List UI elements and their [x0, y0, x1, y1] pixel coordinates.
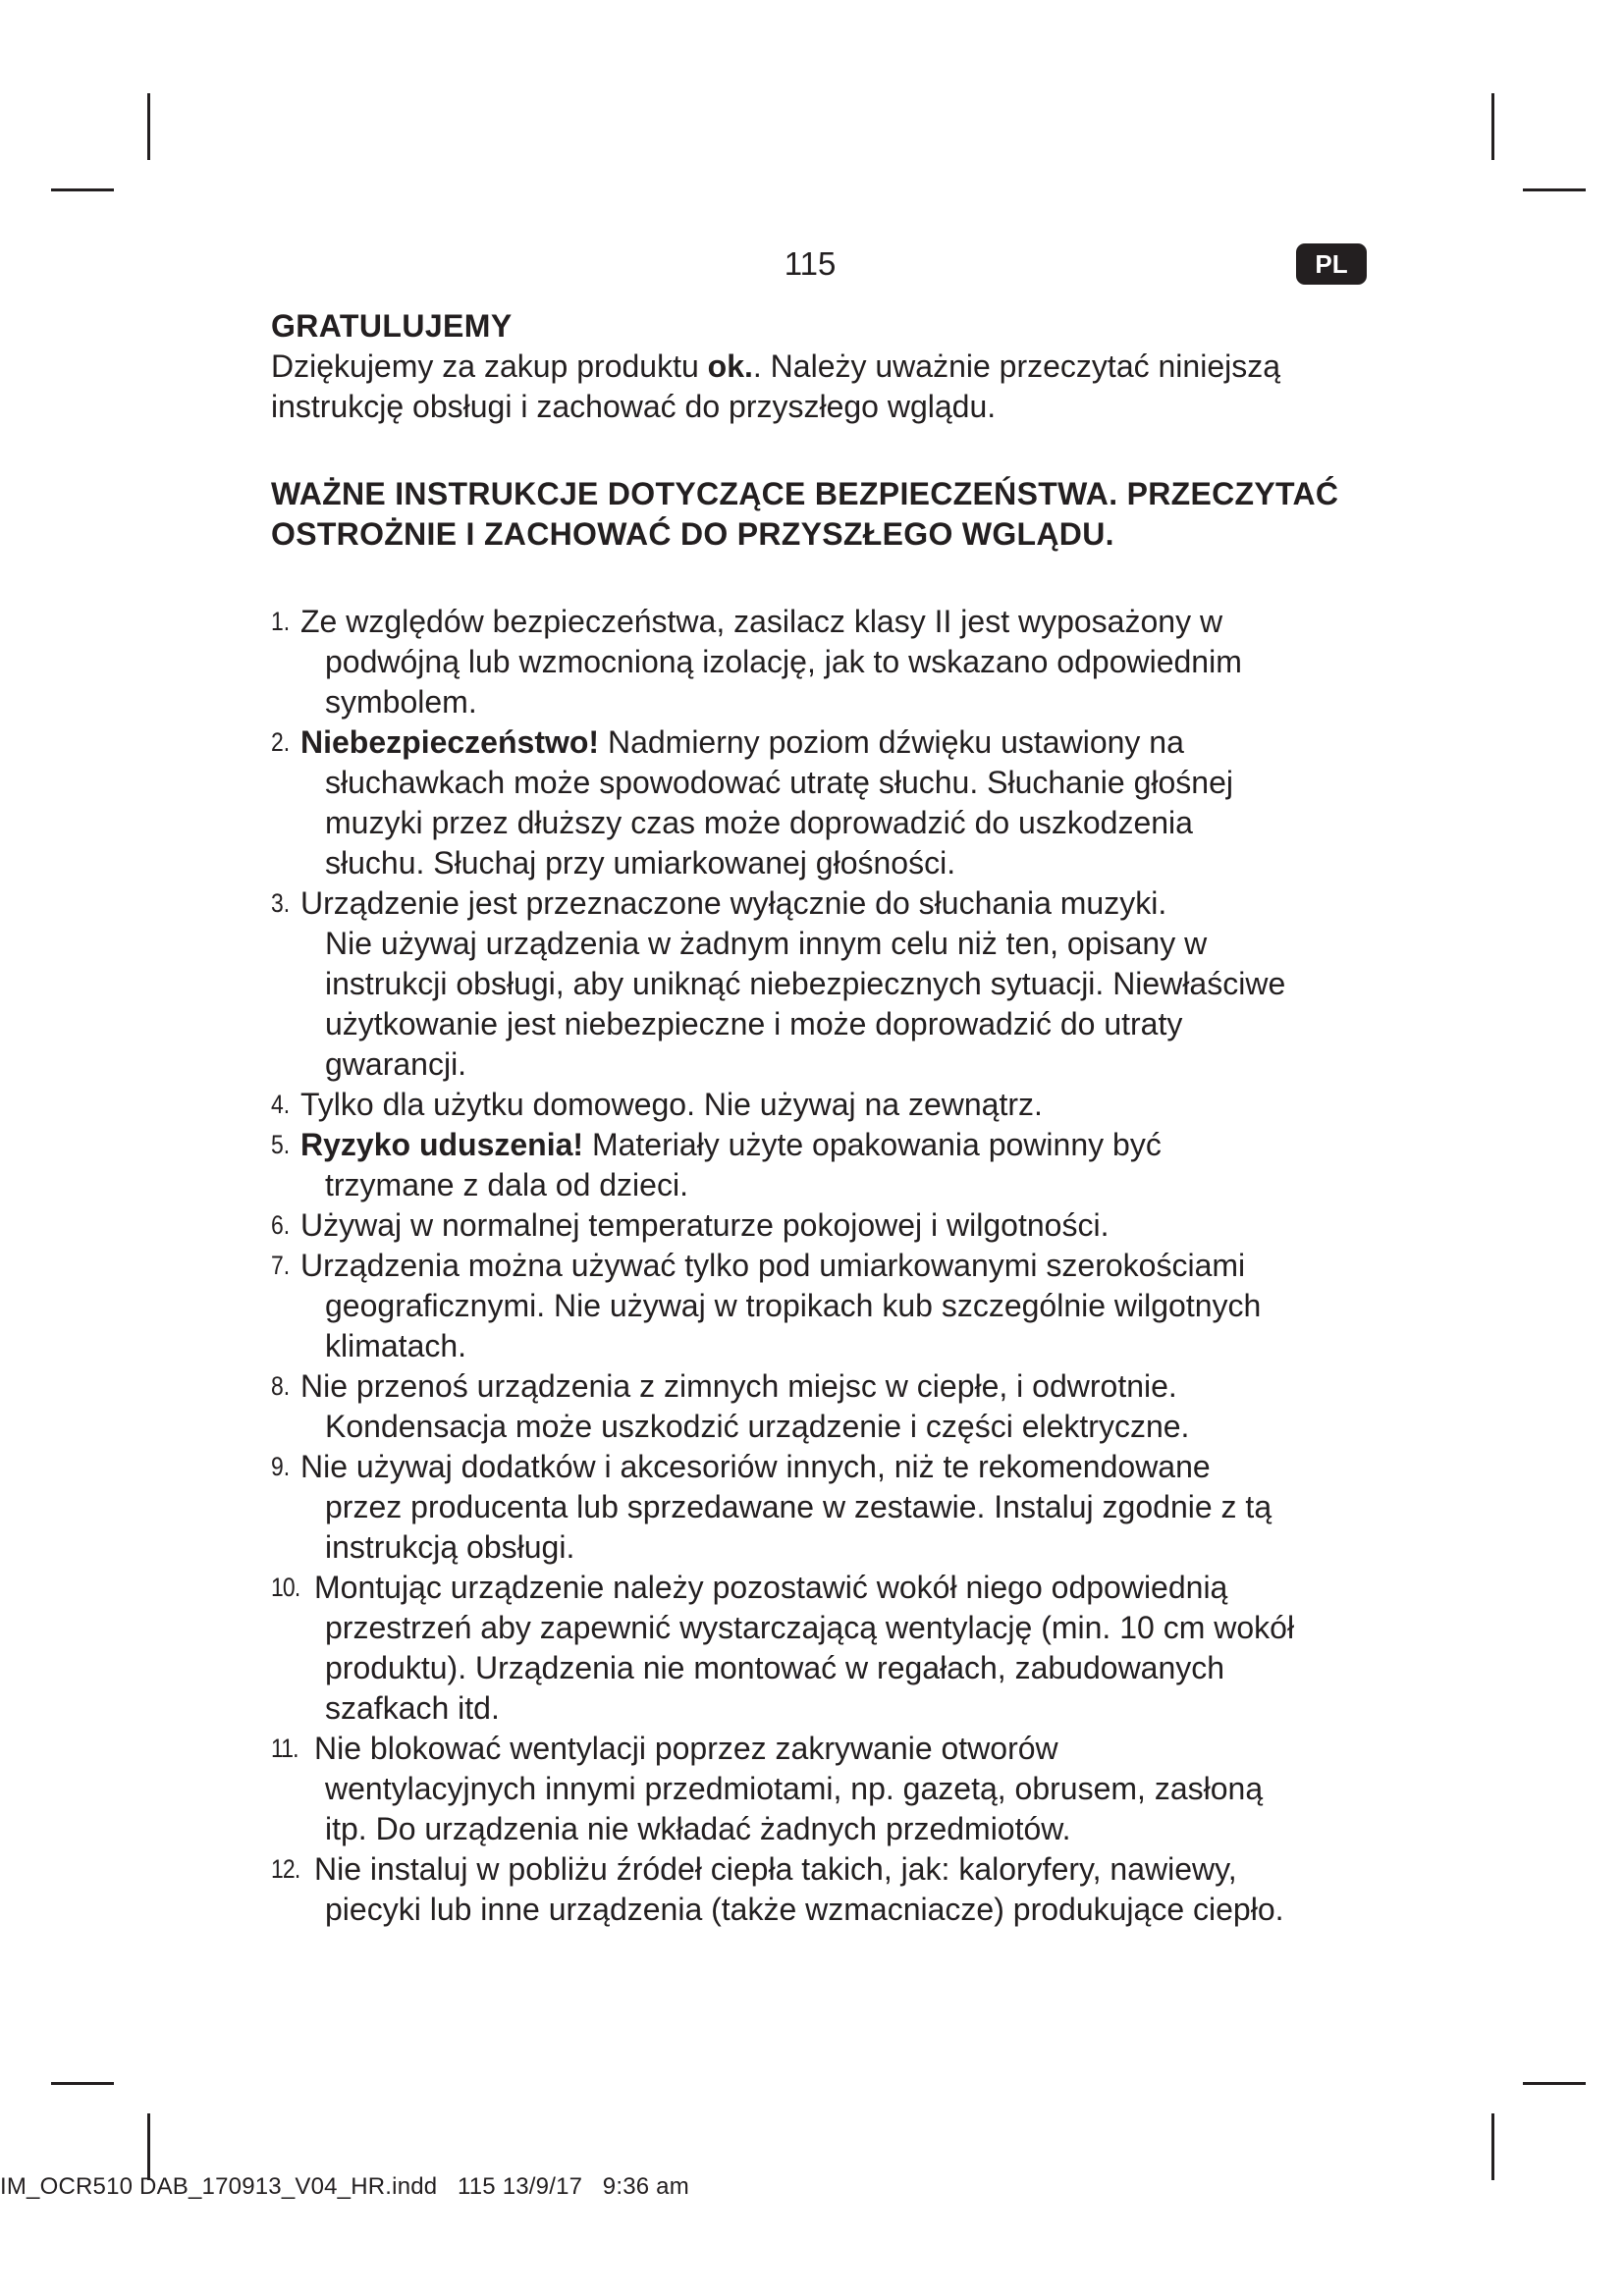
rule-line: Urządzenie jest przeznaczone wyłącznie do słuchania muzyki.	[300, 885, 1167, 921]
rule-warning-label: Ryzyko uduszenia!	[300, 1127, 584, 1162]
safety-rules-list	[271, 602, 1380, 1930]
safety-rule-item	[271, 1246, 1380, 1366]
safety-rule-item	[271, 1568, 1380, 1729]
crop-mark-bottom-left-vertical	[147, 2113, 150, 2180]
rule-line: Kondensacja może uszkodzić urządzenie i części elektryczne.	[325, 1409, 1190, 1444]
safety-rule-item	[271, 1366, 1380, 1447]
rule-number: 6.	[271, 1210, 291, 1240]
rule-line: produktu). Urządzenia nie montować w regałach, zabudowanych	[325, 1650, 1225, 1685]
rule-number: 4.	[271, 1090, 291, 1119]
crop-mark-bottom-right-horizontal	[1523, 2082, 1586, 2085]
rule-warning-label: Niebezpieczeństwo!	[300, 724, 600, 760]
rule-line: słuchu. Słuchaj przy umiarkowanej głośności.	[325, 845, 956, 881]
rule-line: Nie blokować wentylacji poprzez zakrywanie otworów	[314, 1731, 1058, 1766]
rule-number: 7.	[271, 1251, 291, 1280]
safety-rule-item	[271, 883, 1380, 1085]
safety-rule-item	[271, 602, 1380, 722]
print-slug	[0, 2175, 689, 2199]
rule-line: Montując urządzenie należy pozostawić wokół niego odpowiednią	[314, 1570, 1228, 1605]
rule-line: Niebezpieczeństwo! Nadmierny poziom dźwięku ustawiony na	[300, 724, 1184, 760]
rule-line: geograficznymi. Nie używaj w tropikach kub szczególnie wilgotnych	[325, 1288, 1262, 1323]
rule-line: instrukcji obsługi, aby uniknąć niebezpiecznych sytuacji. Niewłaściwe	[325, 966, 1286, 1001]
rule-line: instrukcją obsługi.	[325, 1529, 575, 1565]
rule-number: 3.	[271, 888, 291, 918]
crop-mark-bottom-right-vertical	[1491, 2113, 1494, 2180]
rule-line: Nie używaj urządzenia w żadnym innym celu niż ten, opisany w	[325, 926, 1208, 961]
rule-line: Tylko dla użytku domowego. Nie używaj na zewnątrz.	[300, 1087, 1043, 1122]
crop-mark-bottom-left-horizontal	[51, 2082, 114, 2085]
slug-page: 115	[457, 2173, 496, 2200]
intro-paragraph	[271, 347, 1380, 427]
safety-rule-item	[271, 1729, 1380, 1849]
rule-line: Ryzyko uduszenia! Materiały użyte opakowania powinny być	[300, 1127, 1162, 1162]
rule-line: Urządzenia można używać tylko pod umiarkowanymi szerokościami	[300, 1248, 1246, 1283]
congrats-heading: GRATULUJEMY	[271, 308, 513, 344]
safety-rule-item	[271, 1085, 1380, 1125]
rule-line: Nie instaluj w pobliżu źródeł ciepła takich, jak: kaloryfery, nawiewy,	[314, 1851, 1237, 1887]
rule-line: gwarancji.	[325, 1046, 467, 1082]
rule-line: podwójną lub wzmocnioną izolację, jak to wskazano odpowiednim	[325, 644, 1242, 679]
rule-line: słuchawkach może spowodować utratę słuchu. Słuchanie głośnej	[325, 765, 1233, 800]
rule-line: przestrzeń aby zapewnić wystarczającą wentylację (min. 10 cm wokół	[325, 1610, 1295, 1645]
safety-rule-item	[271, 1205, 1380, 1246]
rule-number: 12.	[271, 1854, 300, 1884]
rule-line: Nie używaj dodatków i akcesoriów innych, niż te rekomendowane	[300, 1449, 1211, 1484]
slug-date: 13/9/17	[502, 2173, 583, 2200]
safety-heading: WAŻNE INSTRUKCJE DOTYCZĄCE BEZPIECZEŃSTWA. PRZECZYTAĆ OSTROŻNIE I ZACHOWAĆ DO PRZYSZŁEGO WGLĄDU.	[271, 476, 1339, 552]
slug-time: 9:36 am	[602, 2173, 689, 2200]
safety-rule-item	[271, 1447, 1380, 1568]
rule-line: muzyki przez dłuższy czas może doprowadzić do uszkodzenia	[325, 805, 1193, 840]
rule-line: Używaj w normalnej temperaturze pokojowej i wilgotności.	[300, 1207, 1110, 1243]
rule-line: przez producenta lub sprzedawane w zestawie. Instaluj zgodnie z tą	[325, 1489, 1272, 1524]
safety-rule-item	[271, 1125, 1380, 1205]
safety-rule-item	[271, 722, 1380, 883]
rule-line: wentylacyjnych innymi przedmiotami, np. gazetą, obrusem, zasłoną	[325, 1771, 1264, 1806]
rule-number: 1.	[271, 607, 291, 636]
page-number: 115	[784, 245, 837, 282]
safety-rule-item	[271, 1849, 1380, 1930]
rule-number: 5.	[271, 1130, 291, 1159]
rule-number: 2.	[271, 727, 291, 757]
rule-line: piecyki lub inne urządzenia (także wzmacniacze) produkujące ciepło.	[325, 1892, 1284, 1927]
crop-mark-top-left-horizontal	[51, 188, 114, 191]
rule-line: symbolem.	[325, 684, 477, 720]
rule-number: 11.	[271, 1734, 298, 1763]
rule-line: szafkach itd.	[325, 1690, 500, 1726]
rule-line: Nie przenoś urządzenia z zimnych miejsc w ciepłe, i odwrotnie.	[300, 1368, 1177, 1404]
rule-line: użytkowanie jest niebezpieczne i może doprowadzić do utraty	[325, 1006, 1183, 1041]
rule-line: klimatach.	[325, 1328, 467, 1363]
crop-mark-top-left-vertical	[147, 93, 150, 160]
rule-number: 9.	[271, 1452, 291, 1481]
crop-mark-top-right-horizontal	[1523, 188, 1586, 191]
language-badge: PL	[1296, 243, 1367, 285]
brand-name: ok.	[707, 348, 753, 384]
slug-file: IM_OCR510 DAB_170913_V04_HR.indd	[0, 2173, 438, 2200]
rule-line: trzymane z dala od dzieci.	[325, 1167, 688, 1202]
rule-line: itp. Do urządzenia nie wkładać żadnych przedmiotów.	[325, 1811, 1071, 1846]
page-content	[271, 306, 1380, 1930]
intro-line-1: Dziękujemy za zakup produktu ok.. Należy uważnie przeczytać niniejszą	[271, 348, 1281, 384]
crop-mark-top-right-vertical	[1491, 93, 1494, 160]
rule-number: 8.	[271, 1371, 291, 1401]
rule-number: 10.	[271, 1573, 300, 1602]
rule-line: Ze względów bezpieczeństwa, zasilacz klasy II jest wyposażony w	[300, 604, 1223, 639]
intro-line-2: instrukcję obsługi i zachować do przyszłego wglądu.	[271, 389, 997, 424]
